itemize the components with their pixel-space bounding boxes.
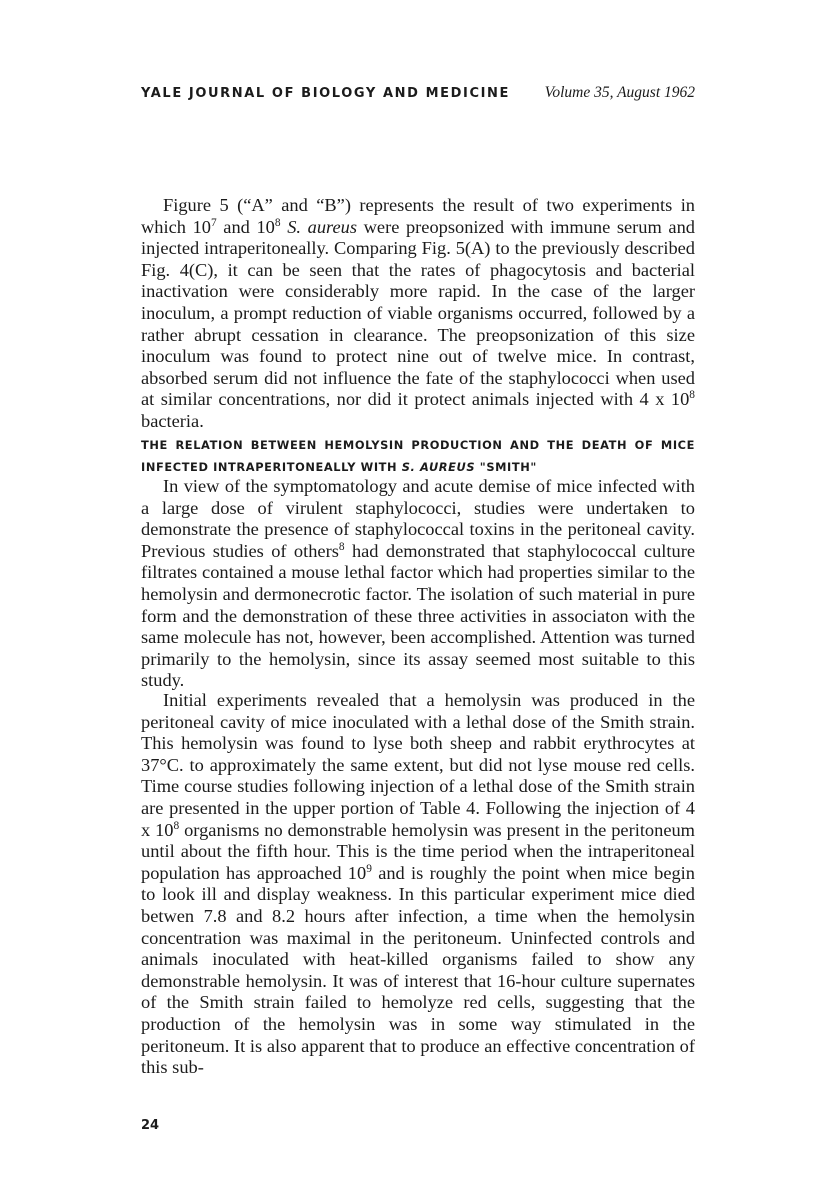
section-heading (141, 434, 695, 478)
running-head (141, 84, 695, 106)
text-run: bacteria. (141, 410, 204, 431)
page-number: 24 (141, 1118, 160, 1133)
body-paragraph-1 (141, 195, 695, 433)
superscript: 8 (274, 216, 281, 229)
heading-text: THE RELATION BETWEEN HEMOLYSIN PRODUCTION AND THE DEATH OF MICE INFECTED INTRAPERITONEALLY WITH (141, 438, 695, 474)
superscript: 7 (210, 216, 217, 229)
superscript: 8 (689, 389, 695, 402)
paragraph-text (141, 690, 695, 1079)
superscript: 8 (173, 819, 180, 832)
text-run: organisms no demonstrable hemolysin was present in the peritoneum until about the fifth hour. This is the time period when the intraperitoneal population has approached 10 (141, 819, 695, 883)
text-run: and is roughly the point when mice begin to look ill and display weakness. In this particular experiment mice died betwen 7.8 and 8.2 hours after infection, a time when the hemolysin concentration was maximal in the peritoneum. Uninfected controls and animals inoculated with heat-killed organisms failed to show any demonstrable hemolysin. It was of interest that 16-hour culture supernates of the Smith strain failed to hemolyze red cells, suggesting that the production of the hemolysin was in some way stimulated in the peritoneum. It is also apparent that to produce an effective concentration of this sub- (141, 862, 695, 1078)
volume-info: Volume 35, August 1962 (544, 84, 695, 101)
journal-title: YALE JOURNAL OF BIOLOGY AND MEDICINE (141, 86, 511, 101)
paragraph-text (141, 476, 695, 692)
text-run: Figure 5 (“A” and “B”) represents the result of two experiments in which 10 (141, 195, 695, 237)
text-run: and 10 (216, 216, 275, 237)
text-run: had demonstrated that staphylococcal culture filtrates contained a mouse lethal factor which had properties similar to the hemolysin and dermonecrotic factor. The isolation of such material in pure form and the demonstration of these three activities in associaton with the same molecule has not, however, been accomplished. Attention was turned primarily to the hemolysin, since its assay seemed most suitable to this study. (141, 540, 695, 691)
heading-text: "SMITH" (475, 460, 537, 474)
superscript: 9 (366, 862, 372, 875)
heading-species: S. AUREUS (401, 460, 476, 474)
species-name: S. aureus (287, 216, 357, 237)
body-paragraph-3 (141, 690, 695, 1079)
body-paragraph-2 (141, 476, 695, 692)
paragraph-text (141, 195, 695, 433)
text-run: Initial experiments revealed that a hemolysin was produced in the peritoneal cavity of mice inoculated with a lethal dose of the Smith strain. This hemolysin was found to lyse both sheep and rabbit erythrocytes at 37°C. to approximately the same extent, but did not lyse mouse red cells. Time course studies following injection of a lethal dose of the Smith strain are presented in the upper portion of Table 4. Following the injection of 4 x 10 (141, 690, 695, 840)
text-run: In view of the symptomatology and acute demise of mice infected with a large dose of virulent staphylococci, studies were undertaken to demonstrate the presence of staphylococcal toxins in the peritoneal cavity. Previous studies of others (141, 476, 695, 561)
text-run: were preopsonized with immune serum and injected intraperitoneally. Comparing Fig. 5(A) to the previously described Fig. 4(C), it can be seen that the rates of phagocytosis and bacterial inactivation were considerably more rapid. In the case of the larger inoculum, a prompt reduction of viable organisms occurred, followed by a rather abrupt cessation in clearance. The preopsonization of this size inoculum was found to protect nine out of twelve mice. In contrast, absorbed serum did not influence the fate of the staphylococci when used at similar concentrations, nor did it protect animals injected with 4 x 10 (141, 216, 695, 410)
reference-marker: 8 (338, 540, 345, 553)
